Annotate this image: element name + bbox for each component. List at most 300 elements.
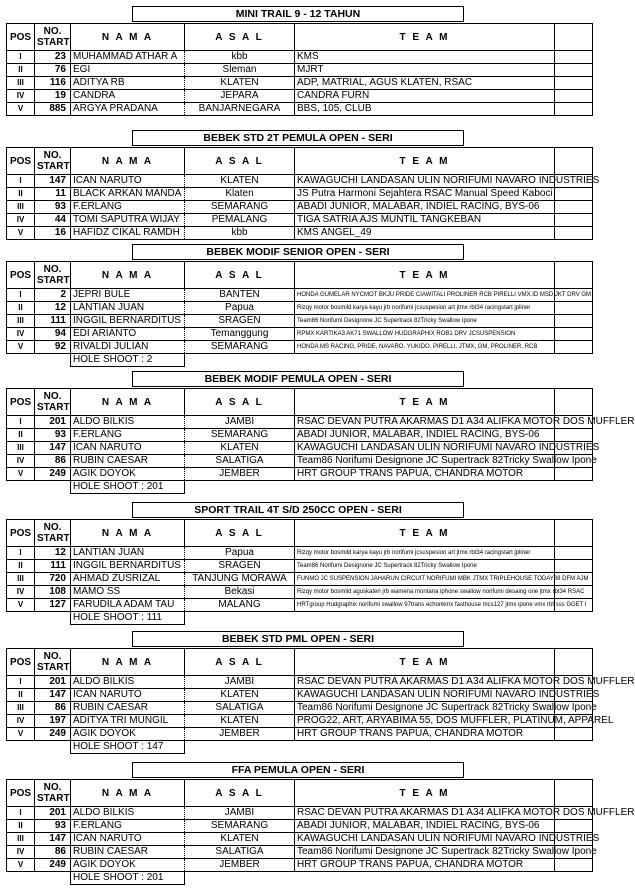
position-cell: V — [7, 341, 35, 354]
origin-cell: Papua — [185, 547, 295, 560]
pos-header: POS — [7, 649, 35, 676]
table-row — [7, 188, 593, 201]
position-cell: V — [7, 599, 35, 612]
results-table — [6, 779, 635, 885]
nama-header: N A M A — [71, 389, 185, 416]
spare-cell — [555, 728, 593, 741]
table-row — [7, 560, 593, 573]
position-cell: IV — [7, 90, 35, 103]
hole-shoot-row — [7, 741, 593, 754]
team-header: T E A M — [295, 262, 555, 289]
position-cell: II — [7, 188, 35, 201]
start-number-cell: 147 — [35, 833, 71, 846]
origin-cell: SRAGEN — [185, 315, 295, 328]
hole-shoot-filler — [185, 741, 593, 754]
team-cell: Rizqy motor bosmild karya kayu jrb norifumi jcsuspesion art jtmx rbt34 racingstart jpliner — [295, 547, 555, 560]
origin-cell: TANJUNG MORAWA — [185, 573, 295, 586]
spare-cell — [555, 315, 593, 328]
asal-header: A S A L — [185, 389, 295, 416]
start-number-cell: 93 — [35, 429, 71, 442]
origin-cell: MALANG — [185, 599, 295, 612]
spare-cell — [555, 214, 593, 227]
position-cell: I — [7, 676, 35, 689]
rider-name-cell: BLACK ARKAN MANDA — [71, 188, 185, 201]
start-number-cell: 12 — [35, 547, 71, 560]
team-cell: KAWAGUCHI LANDASAN ULIN NORIFUMI NAVARO INDUSTRIES — [295, 175, 555, 188]
start-number-cell: 86 — [35, 846, 71, 859]
spare-header — [555, 780, 593, 807]
table-row — [7, 547, 593, 560]
team-header: T E A M — [295, 649, 555, 676]
pos-header: POS — [7, 780, 35, 807]
start-number-cell: 94 — [35, 328, 71, 341]
hole-shoot-filler — [185, 612, 593, 625]
origin-cell: Temanggung — [185, 328, 295, 341]
table-row — [7, 227, 593, 240]
asal-header: A S A L — [185, 649, 295, 676]
origin-cell: JAMBI — [185, 676, 295, 689]
hole-shoot-cell: HOLE SHOOT : 111 — [71, 612, 185, 625]
team-cell: Team86 Norifumi Designone JC Supertrack 82Tricky Swallow Ipone — [295, 315, 555, 328]
hole-shoot-row — [7, 872, 593, 885]
origin-cell: KLATEN — [185, 833, 295, 846]
nama-header: N A M A — [71, 148, 185, 175]
no-start-header: NO. START — [35, 389, 71, 416]
team-cell: HONDA GUMELAR NYCMOT BKJU PRIDE CIAWITALI PROLINER RCB PIRELLI VMX.ID MSD JKT DRV GM — [295, 289, 555, 302]
table-header-row — [7, 389, 593, 416]
team-cell: HRT GROUP TRANS PAPUA, CHANDRA MOTOR — [295, 859, 555, 872]
nama-header: N A M A — [71, 262, 185, 289]
section-title: BEBEK STD 2T PEMULA OPEN - SERI — [132, 130, 464, 146]
origin-cell: SALATIGA — [185, 702, 295, 715]
origin-cell: KLATEN — [185, 175, 295, 188]
origin-cell: SEMARANG — [185, 201, 295, 214]
rider-name-cell: AGIK DOYOK — [71, 859, 185, 872]
hole-shoot-spacer — [7, 481, 71, 494]
section-title: FFA PEMULA OPEN - SERI — [132, 762, 464, 778]
rider-name-cell: FARUDILA ADAM TAU — [71, 599, 185, 612]
start-number-cell: 147 — [35, 689, 71, 702]
origin-cell: Sleman — [185, 64, 295, 77]
rider-name-cell: ADITYA TRI MUNGIL — [71, 715, 185, 728]
table-row — [7, 64, 593, 77]
table-row — [7, 341, 593, 354]
nama-header: N A M A — [71, 649, 185, 676]
start-number-cell: 108 — [35, 586, 71, 599]
no-start-header: NO. START — [35, 780, 71, 807]
team-cell: TIGA SATRIA AJS MUNTIL TANGKEBAN — [295, 214, 555, 227]
team-cell: HONDA MS RACING, PRIDE, NAVARO, YUKIDO, PIRELLI, JTMX, GM, PROLINER, RCB — [295, 341, 555, 354]
position-cell: II — [7, 64, 35, 77]
position-cell: IV — [7, 715, 35, 728]
team-cell: HRT GROUP TRANS PAPUA, CHANDRA MOTOR — [295, 728, 555, 741]
hole-shoot-row — [7, 481, 593, 494]
position-cell: V — [7, 227, 35, 240]
position-cell: II — [7, 302, 35, 315]
start-number-cell: 201 — [35, 416, 71, 429]
rider-name-cell: INGGIL BERNARDITUS — [71, 315, 185, 328]
team-cell: ABADI JUNIOR, MALABAR, INDIEL RACING, BYS-06 — [295, 201, 555, 214]
start-number-cell: 147 — [35, 175, 71, 188]
position-cell: III — [7, 315, 35, 328]
team-cell: RSAC DEVAN PUTRA AKARMAS D1 A34 ALIFKA MOTOR DOS MUFFLER — [295, 416, 555, 429]
start-number-cell: 201 — [35, 807, 71, 820]
asal-header: A S A L — [185, 24, 295, 51]
origin-cell: BANTEN — [185, 289, 295, 302]
hole-shoot-filler — [185, 354, 593, 367]
rider-name-cell: AGIK DOYOK — [71, 468, 185, 481]
spare-cell — [555, 64, 593, 77]
table-header-row — [7, 780, 593, 807]
team-cell: JS Putra Harmoni Sejahtera RSAC Manual Speed Kaboci — [295, 188, 555, 201]
hole-shoot-spacer — [7, 354, 71, 367]
table-header-row — [7, 520, 593, 547]
table-row — [7, 846, 593, 859]
origin-cell: SEMARANG — [185, 429, 295, 442]
position-cell: III — [7, 702, 35, 715]
table-row — [7, 429, 593, 442]
nama-header: N A M A — [71, 24, 185, 51]
spare-cell — [555, 188, 593, 201]
origin-cell: KLATEN — [185, 689, 295, 702]
team-cell: PROG22, ART, ARYABIMA 55, DOS MUFFLER, PLATINUM, APPAREL — [295, 715, 555, 728]
spare-header — [555, 649, 593, 676]
position-cell: I — [7, 416, 35, 429]
start-number-cell: 11 — [35, 188, 71, 201]
team-cell: RSAC DEVAN PUTRA AKARMAS D1 A34 ALIFKA MOTOR DOS MUFFLER — [295, 676, 555, 689]
start-number-cell: 12 — [35, 302, 71, 315]
team-cell: Team86 Norifumi Designone JC Supertrack 82Tricky Swallow Ipone — [295, 455, 555, 468]
rider-name-cell: MAMO SS — [71, 586, 185, 599]
rider-name-cell: RUBIN CAESAR — [71, 846, 185, 859]
team-cell: Rizqy motor bosmild karya kayu jrb norifumi jcsuspesion art jtmx rbt34 racingstart jpliner — [295, 302, 555, 315]
table-row — [7, 599, 593, 612]
start-number-cell: 197 — [35, 715, 71, 728]
results-table — [6, 23, 593, 116]
team-cell: RPMX KARTIKA3 AK71 SWALLOW HUDGRAPHIX ROB1 DRV JCSUSPENSION — [295, 328, 555, 341]
team-cell: FUNMO JC SUSPENSION JAHARUN CIRCUIT NORIFUMI MBK JTMX TRIPLEHOUSE TODAY88 DFM AJM — [295, 573, 555, 586]
rider-name-cell: MUHAMMAD ATHAR A — [71, 51, 185, 64]
hole-shoot-filler — [185, 481, 593, 494]
start-number-cell: 147 — [35, 442, 71, 455]
start-number-cell: 249 — [35, 859, 71, 872]
pos-header: POS — [7, 389, 35, 416]
position-cell: II — [7, 429, 35, 442]
spare-cell — [555, 77, 593, 90]
table-row — [7, 715, 593, 728]
start-number-cell: 885 — [35, 103, 71, 116]
position-cell: III — [7, 201, 35, 214]
spare-cell — [555, 201, 593, 214]
start-number-cell: 249 — [35, 468, 71, 481]
no-start-header: NO. START — [35, 649, 71, 676]
table-row — [7, 442, 593, 455]
origin-cell: Bekasi — [185, 586, 295, 599]
team-cell: Rizqy motor bosmild aguskaten jrb wamena montana iphone swallow norifumi desaing one jtmx rbt34 RSAC — [295, 586, 555, 599]
spare-header — [555, 262, 593, 289]
table-row — [7, 689, 593, 702]
position-cell: I — [7, 547, 35, 560]
table-row — [7, 573, 593, 586]
asal-header: A S A L — [185, 520, 295, 547]
no-start-header: NO. START — [35, 24, 71, 51]
hole-shoot-spacer — [7, 741, 71, 754]
spare-cell — [555, 429, 593, 442]
table-row — [7, 315, 593, 328]
table-header-row — [7, 148, 593, 175]
position-cell: III — [7, 573, 35, 586]
rider-name-cell: ALDO BILKIS — [71, 416, 185, 429]
spare-cell — [555, 90, 593, 103]
team-cell: ADP, MATRIAL, AGUS KLATEN, RSAC — [295, 77, 555, 90]
team-header: T E A M — [295, 520, 555, 547]
rider-name-cell: CANDRA — [71, 90, 185, 103]
table-row — [7, 859, 593, 872]
position-cell: IV — [7, 455, 35, 468]
table-header-row — [7, 262, 593, 289]
hole-shoot-spacer — [7, 872, 71, 885]
start-number-cell: 86 — [35, 702, 71, 715]
team-cell: Team86 Norifumi Designone JC Supertrack 82Tricky Swallow Ipone — [295, 560, 555, 573]
team-cell: RSAC DEVAN PUTRA AKARMAS D1 A34 ALIFKA MOTOR DOS MUFFLER — [295, 807, 555, 820]
hole-shoot-cell: HOLE SHOOT : 147 — [71, 741, 185, 754]
team-header: T E A M — [295, 780, 555, 807]
table-row — [7, 302, 593, 315]
origin-cell: kbb — [185, 227, 295, 240]
table-row — [7, 328, 593, 341]
table-header-row — [7, 24, 593, 51]
pos-header: POS — [7, 520, 35, 547]
team-cell: KMS ANGEL_49 — [295, 227, 555, 240]
table-row — [7, 289, 593, 302]
table-row — [7, 201, 593, 214]
spare-cell — [555, 560, 593, 573]
table-row — [7, 51, 593, 64]
team-cell: CANDRA FURN — [295, 90, 555, 103]
team-header: T E A M — [295, 389, 555, 416]
rider-name-cell: F.ERLANG — [71, 201, 185, 214]
start-number-cell: 249 — [35, 728, 71, 741]
rider-name-cell: TOMI SAPUTRA WIJAY — [71, 214, 185, 227]
origin-cell: SALATIGA — [185, 455, 295, 468]
origin-cell: BANJARNEGARA — [185, 103, 295, 116]
origin-cell: SEMARANG — [185, 820, 295, 833]
rider-name-cell: JEPRI BULE — [71, 289, 185, 302]
hole-shoot-row — [7, 354, 593, 367]
results-table — [6, 648, 635, 754]
rider-name-cell: LANTIAN JUAN — [71, 302, 185, 315]
asal-header: A S A L — [185, 262, 295, 289]
origin-cell: KLATEN — [185, 77, 295, 90]
team-cell: HRTgroup Hudgraphix norifumi swallow 97trans echonkmx fasthouse mcs127 jtmx ipone vmx rbt sss GGET I — [295, 599, 555, 612]
position-cell: V — [7, 859, 35, 872]
rider-name-cell: RUBIN CAESAR — [71, 702, 185, 715]
position-cell: I — [7, 807, 35, 820]
table-row — [7, 103, 593, 116]
section-title: SPORT TRAIL 4T S/D 250CC OPEN - SERI — [132, 502, 464, 518]
origin-cell: JAMBI — [185, 416, 295, 429]
rider-name-cell: HAFIDZ CIKAL RAMDH — [71, 227, 185, 240]
hole-shoot-filler — [185, 872, 593, 885]
origin-cell: SRAGEN — [185, 560, 295, 573]
table-row — [7, 676, 593, 689]
pos-header: POS — [7, 262, 35, 289]
table-row — [7, 820, 593, 833]
no-start-header: NO. START — [35, 520, 71, 547]
team-header: T E A M — [295, 148, 555, 175]
start-number-cell: 44 — [35, 214, 71, 227]
hole-shoot-cell: HOLE SHOOT : 201 — [71, 872, 185, 885]
spare-header — [555, 520, 593, 547]
rider-name-cell: ICAN NARUTO — [71, 175, 185, 188]
no-start-header: NO. START — [35, 148, 71, 175]
table-row — [7, 702, 593, 715]
rider-name-cell: ICAN NARUTO — [71, 442, 185, 455]
team-cell: KMS — [295, 51, 555, 64]
start-number-cell: 93 — [35, 201, 71, 214]
spare-cell — [555, 227, 593, 240]
position-cell: IV — [7, 214, 35, 227]
position-cell: IV — [7, 328, 35, 341]
results-table — [6, 519, 593, 625]
spare-cell — [555, 859, 593, 872]
origin-cell: JEMBER — [185, 859, 295, 872]
rider-name-cell: ALDO BILKIS — [71, 676, 185, 689]
origin-cell: JAMBI — [185, 807, 295, 820]
team-cell: KAWAGUCHI LANDASAN ULIN NORIFUMI NAVARO INDUSTRIES — [295, 689, 555, 702]
position-cell: V — [7, 103, 35, 116]
origin-cell: kbb — [185, 51, 295, 64]
start-number-cell: 116 — [35, 77, 71, 90]
spare-header — [555, 24, 593, 51]
origin-cell: Klaten — [185, 188, 295, 201]
section-title: BEBEK STD PML OPEN - SERI — [132, 631, 464, 647]
rider-name-cell: LANTIAN JUAN — [71, 547, 185, 560]
team-cell: KAWAGUCHI LANDASAN ULIN NORIFUMI NAVARO INDUSTRIES — [295, 442, 555, 455]
start-number-cell: 111 — [35, 315, 71, 328]
results-table — [6, 388, 635, 494]
position-cell: II — [7, 689, 35, 702]
spare-cell — [555, 103, 593, 116]
position-cell: IV — [7, 586, 35, 599]
start-number-cell: 23 — [35, 51, 71, 64]
section-title: BEBEK MODIF PEMULA OPEN - SERI — [132, 371, 464, 387]
hole-shoot-spacer — [7, 612, 71, 625]
origin-cell: PEMALANG — [185, 214, 295, 227]
team-cell: MJRT — [295, 64, 555, 77]
start-number-cell: 92 — [35, 341, 71, 354]
results-table — [6, 147, 600, 240]
table-row — [7, 214, 593, 227]
start-number-cell: 2 — [35, 289, 71, 302]
start-number-cell: 127 — [35, 599, 71, 612]
rider-name-cell: ALDO BILKIS — [71, 807, 185, 820]
asal-header: A S A L — [185, 780, 295, 807]
start-number-cell: 76 — [35, 64, 71, 77]
table-row — [7, 90, 593, 103]
position-cell: V — [7, 728, 35, 741]
position-cell: II — [7, 820, 35, 833]
table-row — [7, 455, 593, 468]
table-row — [7, 807, 593, 820]
start-number-cell: 86 — [35, 455, 71, 468]
spare-cell — [555, 341, 593, 354]
rider-name-cell: ICAN NARUTO — [71, 833, 185, 846]
rider-name-cell: EGI — [71, 64, 185, 77]
origin-cell: SALATIGA — [185, 846, 295, 859]
origin-cell: KLATEN — [185, 715, 295, 728]
rider-name-cell: F.ERLANG — [71, 820, 185, 833]
rider-name-cell: ICAN NARUTO — [71, 689, 185, 702]
table-row — [7, 586, 593, 599]
nama-header: N A M A — [71, 520, 185, 547]
position-cell: I — [7, 289, 35, 302]
start-number-cell: 16 — [35, 227, 71, 240]
team-cell: Team86 Norifumi Designone JC Supertrack 82Tricky Swallow Ipone — [295, 702, 555, 715]
section-title: BEBEK MODIF SENIOR OPEN - SERI — [132, 244, 464, 260]
hole-shoot-cell: HOLE SHOOT : 201 — [71, 481, 185, 494]
origin-cell: KLATEN — [185, 442, 295, 455]
position-cell: III — [7, 77, 35, 90]
spare-header — [555, 148, 593, 175]
hole-shoot-cell: HOLE SHOOT : 2 — [71, 354, 185, 367]
rider-name-cell: INGGIL BERNARDITUS — [71, 560, 185, 573]
position-cell: II — [7, 560, 35, 573]
results-table — [6, 261, 593, 367]
spare-cell — [555, 328, 593, 341]
section-title: MINI TRAIL 9 - 12 TAHUN — [132, 6, 464, 22]
rider-name-cell: RUBIN CAESAR — [71, 455, 185, 468]
team-cell: KAWAGUCHI LANDASAN ULIN NORIFUMI NAVARO INDUSTRIES — [295, 833, 555, 846]
spare-cell — [555, 51, 593, 64]
team-cell: ABADI JUNIOR, MALABAR, INDIEL RACING, BYS-06 — [295, 820, 555, 833]
position-cell: I — [7, 175, 35, 188]
team-cell: Team86 Norifumi Designone JC Supertrack 82Tricky Swallow Ipone — [295, 846, 555, 859]
team-cell: BBS, 105, CLUB — [295, 103, 555, 116]
spare-cell — [555, 820, 593, 833]
start-number-cell: 93 — [35, 820, 71, 833]
rider-name-cell: ADITYA RB — [71, 77, 185, 90]
start-number-cell: 19 — [35, 90, 71, 103]
rider-name-cell: RIVALDI JULIAN — [71, 341, 185, 354]
table-row — [7, 77, 593, 90]
spare-cell — [555, 468, 593, 481]
rider-name-cell: EDI ARIANTO — [71, 328, 185, 341]
pos-header: POS — [7, 148, 35, 175]
position-cell: I — [7, 51, 35, 64]
rider-name-cell: AGIK DOYOK — [71, 728, 185, 741]
team-cell: ABADI JUNIOR, MALABAR, INDIEL RACING, BYS-06 — [295, 429, 555, 442]
position-cell: III — [7, 833, 35, 846]
asal-header: A S A L — [185, 148, 295, 175]
hole-shoot-row — [7, 612, 593, 625]
table-row — [7, 416, 593, 429]
start-number-cell: 720 — [35, 573, 71, 586]
rider-name-cell: ARGYA PRADANA — [71, 103, 185, 116]
table-row — [7, 728, 593, 741]
origin-cell: Papua — [185, 302, 295, 315]
origin-cell: JEMBER — [185, 728, 295, 741]
team-cell: HRT GROUP TRANS PAPUA, CHANDRA MOTOR — [295, 468, 555, 481]
table-row — [7, 833, 593, 846]
spare-cell — [555, 302, 593, 315]
no-start-header: NO. START — [35, 262, 71, 289]
table-header-row — [7, 649, 593, 676]
spare-header — [555, 389, 593, 416]
rider-name-cell: F.ERLANG — [71, 429, 185, 442]
position-cell: V — [7, 468, 35, 481]
rider-name-cell: AHMAD ZUSRIZAL — [71, 573, 185, 586]
